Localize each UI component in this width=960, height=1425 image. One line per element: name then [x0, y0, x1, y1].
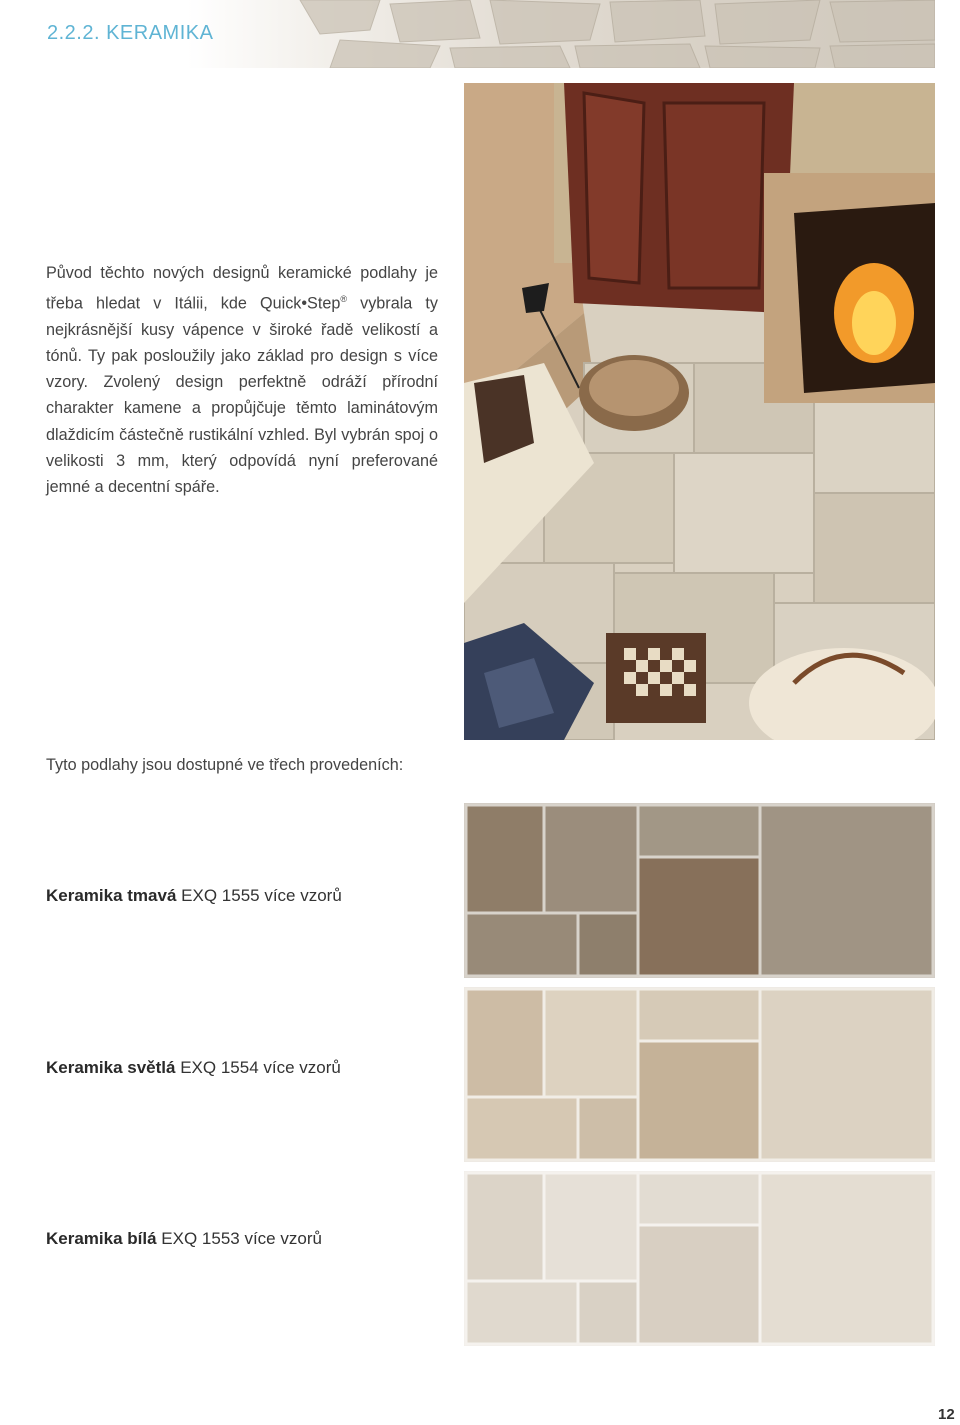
tile-pattern-dark	[464, 803, 935, 978]
room-interior-photo	[464, 83, 935, 740]
variant-name: Keramika světlá	[46, 1058, 176, 1077]
variant-label-dark	[46, 886, 342, 906]
variant-label-white	[46, 1229, 322, 1249]
intro-paragraph	[46, 260, 438, 500]
section-title: 2.2.2. KERAMIKA	[47, 22, 214, 44]
intro-text-start: Původ těchto nových designů keramické podlahy je třeba hledat v Itálii, kde Quick•Step	[46, 264, 438, 313]
variant-code: EXQ 1555 více vzorů	[181, 886, 342, 905]
fireplace-room-illustration	[464, 83, 935, 740]
tile-pattern-light	[464, 987, 935, 1162]
intro-text-end: vybrala ty nejkrásnější kusy vápence v široké řadě velikostí a tónů. Ty pak posloužily jako základ pro design s více vzory. Zvolený design perfektně odráží přírodní charakter kamene a propůjčuje těmto laminátovým dlaždicím částečně rustikální vzhled. Byl vybrán spoj o velikosti 3 mm, který odpovídá nyní preferované jemné a decentní spáře.	[46, 294, 438, 497]
variant-name: Keramika bílá	[46, 1229, 157, 1248]
tile-pattern-white	[464, 1171, 935, 1346]
registered-mark: ®	[340, 294, 347, 305]
variant-code: EXQ 1553 více vzorů	[161, 1229, 322, 1248]
variant-label-light	[46, 1058, 341, 1078]
swatch-keramika-bila	[464, 1171, 935, 1346]
variant-name: Keramika tmavá	[46, 886, 177, 905]
variant-code: EXQ 1554 více vzorů	[180, 1058, 341, 1077]
swatch-keramika-svetla	[464, 987, 935, 1162]
swatch-keramika-tmava	[464, 803, 935, 978]
availability-text: Tyto podlahy jsou dostupné ve třech provedeních:	[46, 756, 404, 774]
header-stone-banner	[0, 0, 935, 68]
page-number: 12	[938, 1406, 955, 1423]
